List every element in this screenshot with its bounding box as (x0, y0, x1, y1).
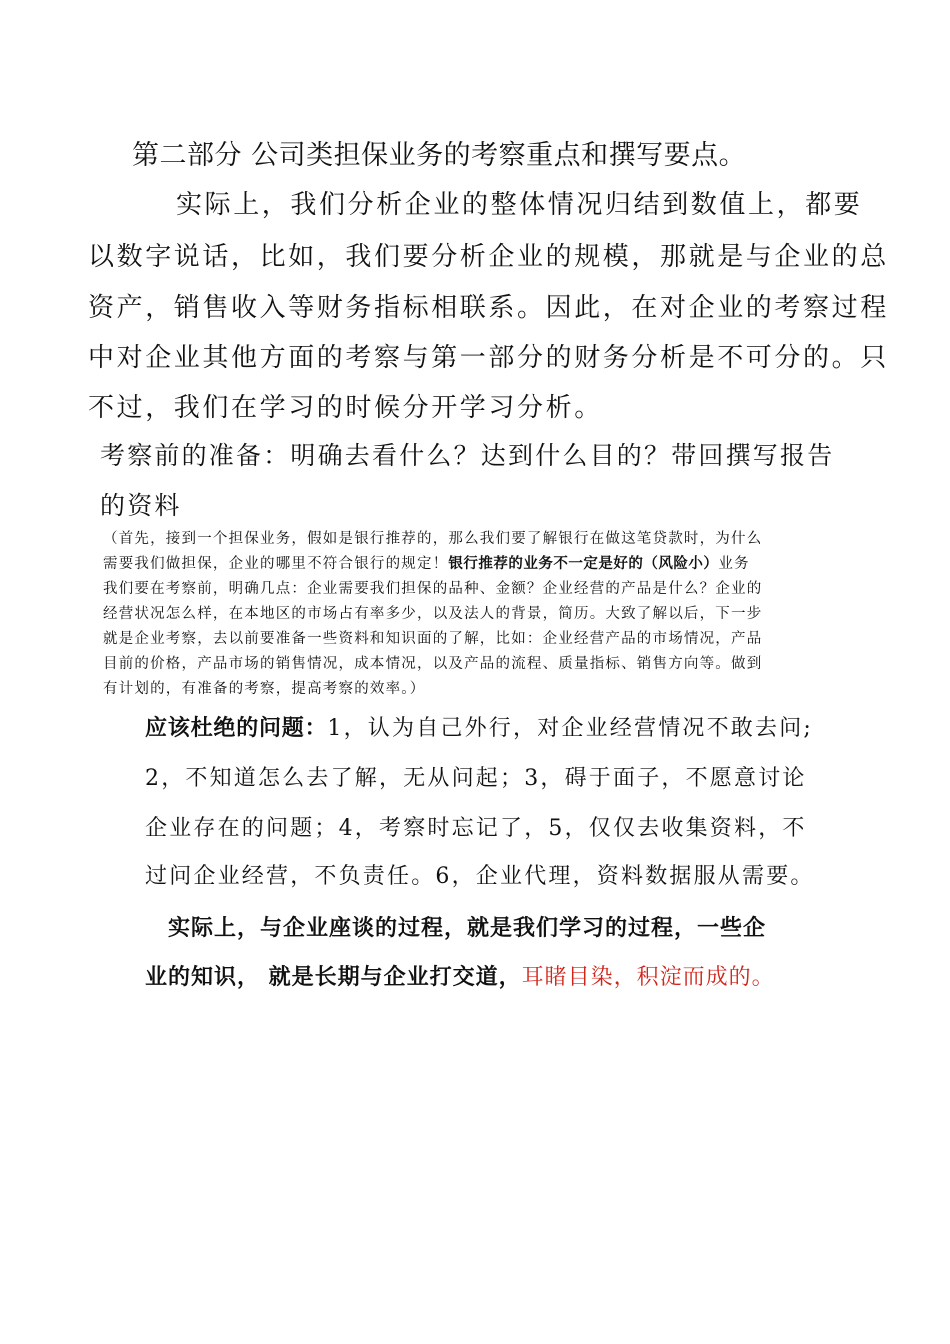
closing-line (145, 960, 775, 991)
note-emphasis: 银行推荐的业务不一定是好的（风险小） (448, 556, 719, 572)
closing-line: 实际上，与企业座谈的过程，就是我们学习的过程，一些企 (168, 916, 767, 941)
closing-text: 业的知识， 就是长期与企业打交道， (145, 965, 522, 990)
issues-line (145, 711, 813, 742)
note-line (103, 552, 750, 573)
intro-line: 以数字说话，比如，我们要分析企业的规模，那就是与企业的总 (88, 242, 889, 272)
issues-line: 过问企业经营，不负责任。6，企业代理，资料数据服从需要。 (145, 864, 815, 889)
intro-line: 实际上，我们分析企业的整体情况归结到数值上，都要 (176, 190, 863, 220)
section-title: 第二部分 公司类担保业务的考察重点和撰写要点。 (132, 140, 747, 171)
note-line: 就是企业考察，去以前要准备一些资料和知识面的了解，比如：企业经营产品的市场情况，产品 (103, 631, 763, 647)
note-line: （首先，接到一个担保业务，假如是银行推荐的，那么我们要了解银行在做这笔贷款时，为什么 (103, 531, 763, 547)
issues-line: 2，不知道怎么去了解，无从问起；3，碍于面子，不愿意讨论 (145, 766, 807, 791)
note-line: 有计划的，有准备的考察，提高考察的效率。） (103, 681, 426, 697)
intro-line: 不过，我们在学习的时候分开学习分析。 (88, 393, 603, 423)
preparation-line: 的资料 (100, 491, 182, 520)
note-line: 经营状况怎么样，在本地区的市场占有率多少，以及法人的背景，简历。大致了解以后，下一步 (103, 606, 763, 622)
issues-text: 1，认为自己外行，对企业经营情况不敢去问; (327, 716, 814, 741)
intro-line: 中对企业其他方面的考察与第一部分的财务分析是不可分的。只 (88, 343, 889, 373)
note-line: 目前的价格，产品市场的销售情况，成本情况，以及产品的流程、质量指标、销售方向等。做到 (103, 656, 763, 672)
issues-line: 企业存在的问题；4，考察时忘记了，5，仅仅去收集资料，不 (145, 816, 807, 841)
note-line: 我们要在考察前，明确几点：企业需要我们担保的品种、金额？企业经营的产品是什么？企业的 (103, 581, 763, 597)
issues-heading: 应该杜绝的问题： (145, 716, 328, 741)
intro-line: 资产，销售收入等财务指标相联系。因此，在对企业的考察过程 (88, 293, 889, 323)
closing-highlight: 耳睹目染，积淀而成的。 (521, 965, 775, 990)
preparation-line: 考察前的准备：明确去看什么？达到什么目的？带回撰写报告 (100, 441, 835, 470)
note-text: 需要我们做担保，企业的哪里不符合银行的规定！ (103, 556, 449, 572)
note-text: 业务 (718, 556, 750, 572)
